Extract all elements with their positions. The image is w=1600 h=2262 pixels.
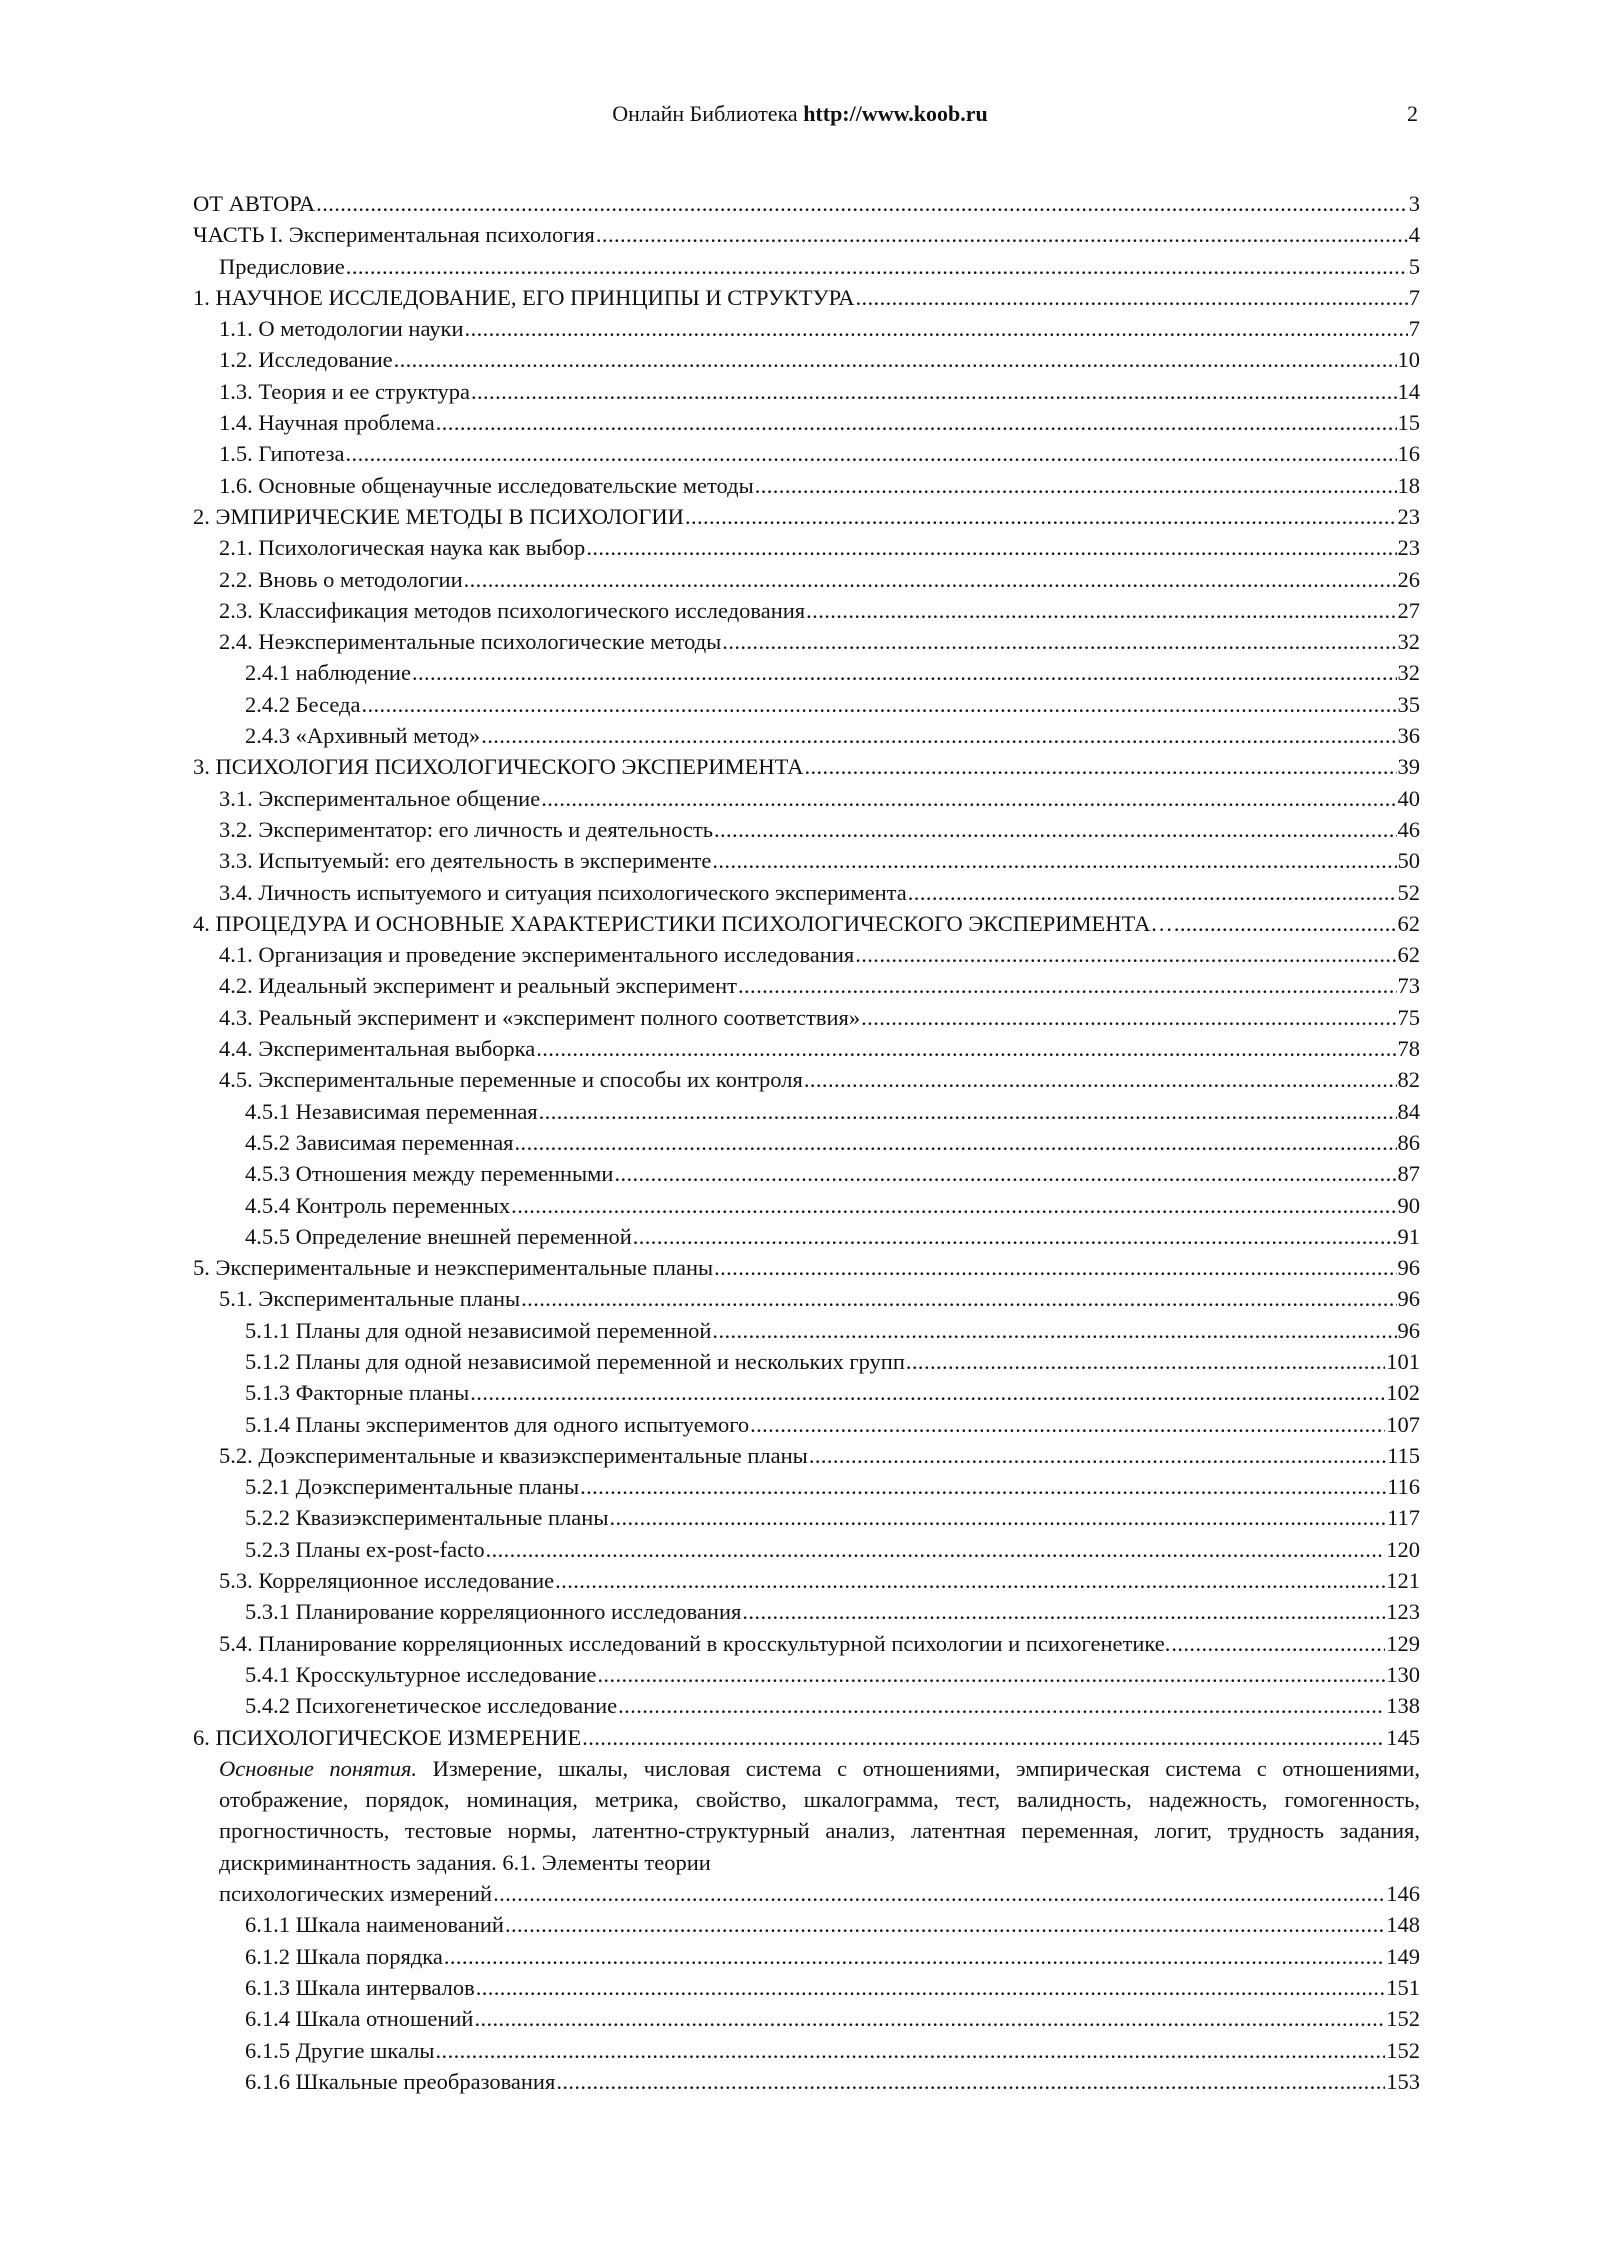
toc-entry-title: 4.5.2 Зависимая переменная: [245, 1129, 514, 1155]
toc-entry[interactable]: [193, 1722, 1420, 1753]
toc-entry-title: 1.4. Научная проблема: [219, 410, 435, 436]
toc-leader-dots: [474, 2003, 1385, 2034]
toc-leader-dots: [750, 1409, 1385, 1440]
toc-leader-dots: [855, 939, 1396, 970]
toc-leader-dots: [436, 2035, 1386, 2066]
toc-entry-page: 87: [1397, 1161, 1420, 1187]
toc-entry-page: 130: [1386, 1661, 1420, 1687]
toc-leader-dots: [906, 1346, 1385, 1377]
toc-entry-title: 5.4.1 Кросскультурное исследование: [245, 1661, 597, 1687]
toc-entry-title: 2.3. Классификация методов психологического исследования: [219, 597, 806, 623]
toc-entry[interactable]: [193, 376, 1420, 407]
toc-entry[interactable]: [193, 689, 1420, 720]
toc-entry-page: 73: [1397, 973, 1420, 999]
toc-entry[interactable]: [193, 1346, 1420, 1377]
toc-entry-title: 5.4. Планирование корреляционных исследований в кросскультурной психологии и психогенетике.: [219, 1630, 1171, 1656]
toc-entry-title: 5.3.1 Планирование корреляционного исследования: [245, 1599, 742, 1625]
toc-entry-title: 4.5.4 Контроль переменных: [245, 1192, 511, 1218]
toc-entry-title: 3.4. Личность испытуемого и ситуация психологического эксперимента: [219, 879, 907, 905]
toc-leader-dots: [541, 783, 1396, 814]
toc-leader-dots: [804, 751, 1396, 782]
toc-leader-dots: [444, 1941, 1385, 1972]
toc-entry[interactable]: [193, 1440, 1420, 1471]
toc-leader-dots: [908, 877, 1397, 908]
toc-entry-title: 2.4.2 Беседа: [245, 691, 361, 717]
toc-entry-page: 86: [1397, 1129, 1420, 1155]
toc-leader-dots: [806, 595, 1396, 626]
toc-entry-title: 4.3. Реальный эксперимент и «эксперимент полного соответствия»: [219, 1004, 861, 1030]
toc-section-measurement: [193, 1909, 1420, 2097]
toc-leader-dots: [738, 970, 1397, 1001]
toc-entry-page: 96: [1397, 1317, 1420, 1343]
toc-entry[interactable]: [193, 1409, 1420, 1440]
toc-entry-page: 96: [1397, 1255, 1420, 1281]
toc-entry-page: 151: [1386, 1974, 1420, 2000]
toc-entry-page: 52: [1397, 879, 1420, 905]
toc-entry-page: 148: [1386, 1912, 1420, 1938]
toc-entry[interactable]: [193, 1628, 1420, 1659]
toc-entry[interactable]: [193, 1127, 1420, 1158]
toc-leader-dots: [361, 689, 1396, 720]
toc-entry[interactable]: [193, 845, 1420, 876]
toc-entry[interactable]: [193, 1909, 1420, 1940]
toc-entry-page: 115: [1387, 1442, 1420, 1468]
toc-leader-dots: [685, 501, 1397, 532]
toc-leader-dots: [714, 814, 1397, 845]
toc-entry-page: 101: [1386, 1348, 1420, 1374]
toc-entry-page: 152: [1386, 2006, 1420, 2032]
toc-entry-page: 7: [1408, 284, 1420, 310]
page-number: 2: [1407, 101, 1418, 126]
toc-entry-title: 2.4. Неэкспериментальные психологические методы: [219, 629, 722, 655]
toc-entry-title: 5.1.1 Планы для одной независимой переменной: [245, 1317, 712, 1343]
toc-entry[interactable]: [193, 1972, 1420, 2003]
toc-leader-dots: [493, 1878, 1385, 1909]
toc-entry[interactable]: [193, 1502, 1420, 1533]
toc-entry-title: 5.3. Корреляционное исследование: [219, 1568, 555, 1594]
toc-entry-title: 5.1. Экспериментальные планы: [219, 1286, 521, 1312]
toc-entry-page: 32: [1397, 629, 1420, 655]
toc-entry-title: 2.2. Вновь о методологии: [219, 566, 463, 592]
toc-entry-title: 4.5.1 Независимая переменная: [245, 1098, 538, 1124]
toc-entry-page: 138: [1386, 1693, 1420, 1719]
toc-entry-title: 4.5.3 Отношения между переменными: [245, 1161, 614, 1187]
toc-entry-title: 2.4.1 наблюдение: [245, 660, 411, 686]
toc-leader-dots: [539, 1096, 1397, 1127]
toc-entry-page: 90: [1397, 1192, 1420, 1218]
page-header: [0, 99, 1600, 129]
toc-entry-page: 75: [1397, 1004, 1420, 1030]
toc-entry-title: 2.1. Психологическая наука как выбор: [219, 535, 586, 561]
toc-entry-title: 6.1.5 Другие шкалы: [245, 2037, 435, 2063]
toc-entry-title: 5. Экспериментальные и неэкспериментальные планы: [193, 1255, 714, 1281]
toc-entry-page: 146: [1386, 1881, 1420, 1907]
table-of-contents: [193, 188, 1420, 2097]
toc-entry-page: 123: [1386, 1599, 1420, 1625]
toc-entry-page: 27: [1397, 597, 1420, 623]
toc-entry[interactable]: [193, 1315, 1420, 1346]
toc-entry[interactable]: [193, 313, 1420, 344]
toc-entry-title: 6.1.4 Шкала отношений: [245, 2006, 474, 2032]
toc-entry-page: 5: [1408, 253, 1420, 279]
concepts-block: [193, 1753, 1420, 1878]
toc-leader-dots: [609, 1502, 1386, 1533]
toc-entry-title: 3.3. Испытуемый: его деятельность в эксперименте: [219, 848, 712, 874]
toc-leader-dots: [521, 1283, 1396, 1314]
toc-entry-page: 149: [1386, 1943, 1420, 1969]
toc-leader-dots: [394, 344, 1397, 375]
toc-entry[interactable]: [193, 282, 1420, 313]
toc-entry-page: 14: [1397, 378, 1420, 404]
toc-entry[interactable]: [193, 1659, 1420, 1690]
toc-entry[interactable]: [193, 1221, 1420, 1252]
toc-entry[interactable]: [193, 1596, 1420, 1627]
toc-entry-page: 96: [1397, 1286, 1420, 1312]
toc-leader-dots: [346, 438, 1397, 469]
toc-entry-title: 5.1.3 Факторные планы: [245, 1380, 470, 1406]
toc-entry[interactable]: [193, 1283, 1420, 1314]
toc-leader-dots: [471, 376, 1397, 407]
toc-entry[interactable]: [193, 438, 1420, 469]
toc-entry-title: психологических измерений: [219, 1881, 493, 1907]
toc-leader-dots: [855, 282, 1407, 313]
toc-leader-dots: [597, 1659, 1385, 1690]
toc-entry[interactable]: [193, 1878, 1420, 1909]
toc-entry-title: 1.2. Исследование: [219, 347, 393, 373]
toc-entry-page: 10: [1397, 347, 1420, 373]
toc-leader-dots: [316, 188, 1408, 219]
toc-entry[interactable]: [193, 2035, 1420, 2066]
toc-entry[interactable]: [193, 1033, 1420, 1064]
toc-entry-page: 116: [1387, 1474, 1420, 1500]
toc-entry-page: 18: [1397, 472, 1420, 498]
toc-leader-dots: [596, 219, 1408, 250]
toc-entry-page: 120: [1386, 1536, 1420, 1562]
toc-entry[interactable]: [193, 1158, 1420, 1189]
toc-entry[interactable]: [193, 251, 1420, 282]
toc-entry-title: 6. ПСИХОЛОГИЧЕСКОЕ ИЗМЕРЕНИЕ: [193, 1724, 582, 1750]
toc-leader-dots: [465, 313, 1408, 344]
toc-entry-page: 4: [1408, 222, 1420, 248]
toc-entry-title: 6.1.3 Шкала интервалов: [245, 1974, 475, 2000]
toc-entry[interactable]: [193, 188, 1420, 219]
toc-entry-title: 4.2. Идеальный эксперимент и реальный эксперимент: [219, 973, 737, 999]
toc-entry-page: 78: [1397, 1036, 1420, 1062]
toc-leader-dots: [412, 657, 1397, 688]
toc-entry[interactable]: [193, 1941, 1420, 1972]
toc-entry-title: 5.1.4 Планы экспериментов для одного испытуемого: [245, 1411, 750, 1437]
toc-entry-page: 152: [1386, 2037, 1420, 2063]
toc-leader-dots: [476, 1972, 1386, 2003]
toc-leader-dots: [809, 1440, 1386, 1471]
toc-leader-dots: [742, 1596, 1385, 1627]
toc-entry-title: 3.1. Экспериментальное общение: [219, 785, 541, 811]
toc-entry-title: 4.4. Экспериментальная выборка: [219, 1036, 536, 1062]
toc-entry-page: 36: [1397, 723, 1420, 749]
header-title: [0, 99, 1600, 129]
toc-leader-dots: [580, 1471, 1386, 1502]
toc-entry-page: 16: [1397, 441, 1420, 467]
header-library-text: Онлайн Библиотека: [612, 101, 804, 126]
concepts-text: Измерение, шкалы, числовая система с отношениями, эмпирическая система с отношениями, отображение, порядок, номинация, метрика, свойство, шкалограмма, тест, валидность, надежность, гомогенность, прогностичность, тестовые нормы, латентно-структурный анализ, латентная переменная, логит, трудность задания, дискриминантность задания. 6.1. Элементы теории: [219, 1755, 1420, 1875]
toc-entry-page: 23: [1397, 503, 1420, 529]
toc-entry[interactable]: [193, 783, 1420, 814]
toc-entry-title: 1.6. Основные общенаучные исследовательские методы: [219, 472, 754, 498]
toc-leader-dots: [614, 1158, 1396, 1189]
toc-entry-title: 5.2.1 Доэкспериментальные планы: [245, 1474, 580, 1500]
toc-entry[interactable]: [193, 219, 1420, 250]
toc-leader-dots: [804, 1064, 1397, 1095]
toc-entry-page: 102: [1386, 1380, 1420, 1406]
toc-entry[interactable]: [193, 1190, 1420, 1221]
toc-entry-title: 1.5. Гипотеза: [219, 441, 345, 467]
toc-entry-title: 1.1. О методологии науки: [219, 316, 464, 342]
toc-entry[interactable]: [193, 1565, 1420, 1596]
toc-entry[interactable]: [193, 2066, 1420, 2097]
toc-entry-page: 7: [1408, 316, 1420, 342]
toc-entry[interactable]: [193, 564, 1420, 595]
toc-entry[interactable]: [193, 877, 1420, 908]
toc-entry-page: 62: [1397, 942, 1420, 968]
toc-entry-page: 15: [1397, 410, 1420, 436]
toc-entry-title: 1.3. Теория и ее структура: [219, 378, 470, 404]
toc-leader-dots: [861, 1002, 1396, 1033]
toc-entry[interactable]: [193, 908, 1420, 939]
concepts-label: Основные понятия.: [219, 1755, 418, 1781]
toc-entry-title: 5.2. Доэкспериментальные и квазиэкспериментальные планы: [219, 1442, 808, 1468]
toc-leader-dots: [555, 1565, 1385, 1596]
toc-entry-page: 50: [1397, 848, 1420, 874]
toc-entry-title: 5.2.2 Квазиэкспериментальные планы: [245, 1505, 609, 1531]
toc-entry-page: 84: [1397, 1098, 1420, 1124]
header-url[interactable]: http://www.koob.ru: [803, 101, 988, 126]
toc-entry-title: 6.1.2 Шкала порядка: [245, 1943, 443, 1969]
toc-entry-title: 2. ЭМПИРИЧЕСКИЕ МЕТОДЫ В ПСИХОЛОГИИ: [193, 503, 684, 529]
toc-leader-dots: [511, 1190, 1396, 1221]
toc-entry[interactable]: [193, 470, 1420, 501]
toc-entry-page: 91: [1397, 1223, 1420, 1249]
toc-leader-dots: [505, 1909, 1385, 1940]
toc-entry-page: 121: [1386, 1568, 1420, 1594]
toc-entry[interactable]: [193, 1534, 1420, 1565]
toc-entry[interactable]: [193, 595, 1420, 626]
toc-entry[interactable]: [193, 501, 1420, 532]
toc-entry-page: 145: [1386, 1724, 1420, 1750]
toc-entry-title: 5.2.3 Планы ex-post-facto: [245, 1536, 485, 1562]
toc-entry[interactable]: [193, 2003, 1420, 2034]
toc-leader-dots: [633, 1221, 1397, 1252]
toc-entry-page: 107: [1386, 1411, 1420, 1437]
toc-leader-dots: [582, 1722, 1385, 1753]
toc-entry[interactable]: [193, 1064, 1420, 1095]
toc-entry-page: 82: [1397, 1067, 1420, 1093]
toc-entry-page: 26: [1397, 566, 1420, 592]
toc-entry-page: 129: [1386, 1630, 1420, 1656]
toc-leader-dots: [618, 1690, 1385, 1721]
toc-entry-title: 5.1.2 Планы для одной независимой переменной и нескольких групп: [245, 1348, 905, 1374]
toc-entry[interactable]: [193, 1690, 1420, 1721]
toc-entry-title: 4.1. Организация и проведение экспериментального исследования: [219, 942, 855, 968]
toc-entry[interactable]: [193, 657, 1420, 688]
toc-entry-title: 3.2. Экспериментатор: его личность и деятельность: [219, 816, 713, 842]
toc-leader-dots: [481, 720, 1396, 751]
toc-leader-dots: [714, 1252, 1396, 1283]
toc-entry[interactable]: [193, 344, 1420, 375]
toc-leader-dots: [1171, 1628, 1385, 1659]
toc-entry-page: 46: [1397, 816, 1420, 842]
toc-entry-title: 4. ПРОЦЕДУРА И ОСНОВНЫЕ ХАРАКТЕРИСТИКИ ПСИХОЛОГИЧЕСКОГО ЭКСПЕРИМЕНТА…: [193, 910, 1173, 936]
toc-entry[interactable]: [193, 1002, 1420, 1033]
toc-entry-page: 32: [1397, 660, 1420, 686]
toc-leader-dots: [486, 1534, 1386, 1565]
toc-entry-page: 117: [1387, 1505, 1420, 1531]
toc-section-main: [193, 188, 1420, 1753]
toc-entry-title: 4.5.5 Определение внешней переменной: [245, 1223, 632, 1249]
toc-entry-page: 40: [1397, 785, 1420, 811]
toc-entry-page: 153: [1386, 2068, 1420, 2094]
toc-leader-dots: [346, 251, 1408, 282]
toc-entry[interactable]: [193, 1471, 1420, 1502]
toc-leader-dots: [1174, 908, 1397, 939]
toc-entry-page: 35: [1397, 691, 1420, 717]
toc-leader-dots: [712, 1315, 1396, 1346]
toc-entry-title: 6.1.6 Шкальные преобразования: [245, 2068, 556, 2094]
toc-entry-page: 62: [1397, 910, 1420, 936]
toc-entry[interactable]: [193, 720, 1420, 751]
toc-entry-title: 2.4.3 «Архивный метод»: [245, 723, 481, 749]
toc-entry[interactable]: [193, 970, 1420, 1001]
toc-entry[interactable]: [193, 626, 1420, 657]
toc-leader-dots: [536, 1033, 1396, 1064]
toc-entry-page: 39: [1397, 754, 1420, 780]
toc-entry-title: 1. НАУЧНОЕ ИССЛЕДОВАНИЕ, ЕГО ПРИНЦИПЫ И СТРУКТУРА: [193, 284, 855, 310]
toc-entry-title: 3. ПСИХОЛОГИЯ ПСИХОЛОГИЧЕСКОГО ЭКСПЕРИМЕНТА: [193, 754, 804, 780]
toc-leader-dots: [556, 2066, 1385, 2097]
toc-leader-dots: [586, 532, 1396, 563]
toc-entry-title: Предисловие: [219, 253, 345, 279]
toc-entry[interactable]: [193, 407, 1420, 438]
toc-entry-title: 6.1.1 Шкала наименований: [245, 1912, 504, 1938]
toc-entry[interactable]: [193, 814, 1420, 845]
toc-entry[interactable]: [193, 1096, 1420, 1127]
toc-leader-dots: [464, 564, 1397, 595]
toc-entry[interactable]: [193, 751, 1420, 782]
toc-entry[interactable]: [193, 939, 1420, 970]
toc-entry-page: 23: [1397, 535, 1420, 561]
toc-leader-dots: [712, 845, 1396, 876]
toc-leader-dots: [722, 626, 1396, 657]
toc-entry[interactable]: [193, 1252, 1420, 1283]
toc-leader-dots: [470, 1377, 1385, 1408]
toc-leader-dots: [436, 407, 1397, 438]
toc-entry-title: 5.4.2 Психогенетическое исследование: [245, 1693, 618, 1719]
toc-entry-title: ОТ АВТОРА: [193, 191, 316, 216]
toc-leader-dots: [515, 1127, 1397, 1158]
toc-entry[interactable]: [193, 532, 1420, 563]
toc-entry-title: ЧАСТЬ I. Экспериментальная психология: [193, 222, 595, 248]
toc-leader-dots: [755, 470, 1397, 501]
toc-entry-page: 3: [1408, 191, 1420, 216]
toc-entry[interactable]: [193, 1377, 1420, 1408]
toc-entry-title: 4.5. Экспериментальные переменные и способы их контроля: [219, 1067, 803, 1093]
